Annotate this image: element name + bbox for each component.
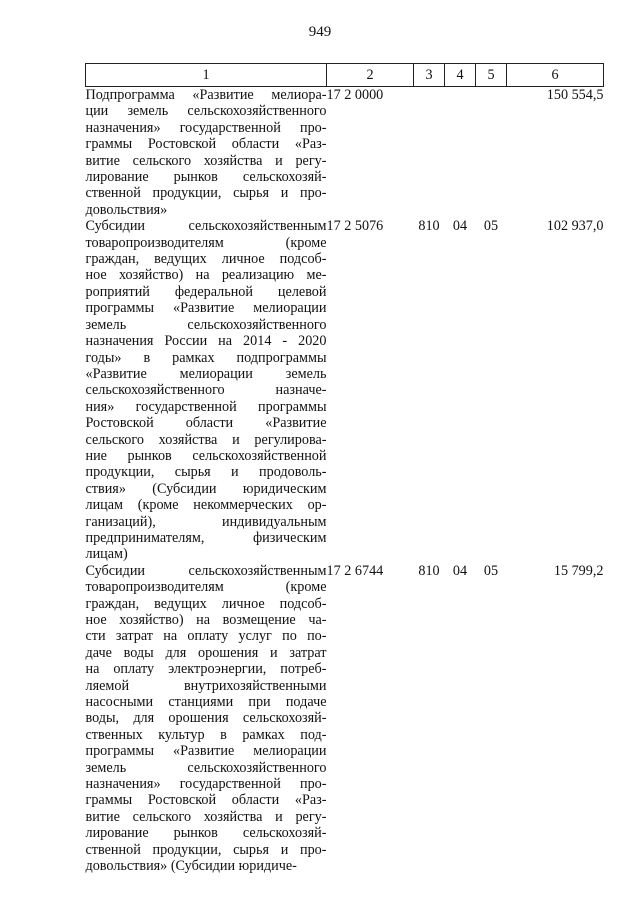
row-name-line: ное хозяйство) на реализацию ме- (85, 267, 327, 284)
row-name-line: ственной продукции, сырья и про- (85, 185, 327, 202)
header-col-sum: 6 (507, 64, 604, 87)
row-name-line: витие сельского хозяйства и регу- (85, 152, 327, 169)
table-row (86, 87, 604, 219)
row-name-line: довольствия» (85, 201, 168, 218)
row-name-line: земель сельскохозяйственного (85, 316, 327, 333)
header-col-vr: 3 (414, 64, 445, 87)
row-expense-type (414, 87, 445, 219)
row-name-line: программы «Развитие мелиорации (85, 300, 327, 317)
row-amount: 150 554,5 (546, 87, 604, 103)
row-name-line: Субсидии сельскохозяйственным (85, 562, 327, 579)
row-name-line: лицам (кроме некоммерческих ор- (85, 497, 327, 514)
row-name-line: довольствия» (Субсидии юридиче- (85, 858, 297, 875)
row-name-line: воды, для орошения сельскохозяй- (85, 710, 327, 727)
row-name-line: сельскохозяйственного назначе- (85, 382, 327, 399)
row-name-line: товаропроизводителям (кроме (85, 234, 327, 251)
row-name-line: ственных культур в рамках под- (85, 726, 327, 743)
row-expense-type: 810 (418, 218, 440, 235)
row-name-line: граждан, ведущих личное подсоб- (85, 595, 327, 612)
row-name-line: назначения России на 2014 - 2020 (85, 333, 327, 350)
row-name-line: назначения» государственной про- (85, 119, 327, 136)
row-name-line: граммы Ростовской области «Раз- (85, 792, 327, 809)
row-amount: 15 799,2 (553, 562, 604, 579)
row-name-line: роприятий федеральной целевой (85, 283, 327, 300)
row-target-article: 17 2 5076 (326, 218, 384, 235)
row-expense-type: 810 (418, 562, 440, 579)
row-name-line: сельского хозяйства и регулирова- (85, 431, 327, 448)
row-name-line: ния» государственной программы (85, 398, 327, 415)
header-col-pr: 5 (476, 64, 507, 87)
row-name-line: насосными станциями при подаче (85, 694, 327, 711)
row-name-line: назначения» государственной про- (85, 776, 327, 793)
row-name-line: годы» в рамках подпрограммы (85, 349, 327, 366)
row-name-line: ние рынков сельскохозяйственной (85, 447, 327, 464)
row-name-line: программы «Развитие мелиорации (85, 743, 327, 760)
row-name-line: предпринимателям, физическим (85, 529, 327, 546)
page-number: 949 (308, 24, 332, 40)
row-section (445, 87, 476, 219)
header-col-csr: 2 (327, 64, 414, 87)
row-amount: 102 937,0 (546, 218, 604, 235)
row-subsection: 05 (483, 218, 499, 235)
row-subsection (476, 87, 507, 219)
row-name-line: граммы Ростовской области «Раз- (85, 136, 327, 153)
row-name-line: лирование рынков сельскохозяй- (85, 169, 327, 186)
row-target-article: 17 2 0000 (326, 87, 384, 103)
row-name (86, 218, 327, 563)
row-name-line: ганизаций), индивидуальным (85, 513, 327, 530)
row-name-line: ции земель сельскохозяйственного (85, 103, 327, 120)
header-col-name: 1 (86, 64, 327, 87)
row-subsection: 05 (483, 562, 499, 579)
table-row (86, 563, 604, 875)
budget-table (85, 63, 604, 875)
row-name-line: «Развитие мелиорации земель (85, 365, 327, 382)
row-name-line: даче воды для орошения и затрат (85, 644, 327, 661)
row-name-line: ное хозяйство) на возмещение ча- (85, 612, 327, 628)
row-name-line: граждан, ведущих личное подсоб- (85, 251, 327, 268)
header-col-rz: 4 (445, 64, 476, 87)
row-name-line: ствия» (Субсидии юридическим (85, 480, 327, 497)
table-row (86, 218, 604, 563)
row-name-line: Подпрограмма «Развитие мелиора- (85, 87, 327, 103)
row-name (86, 87, 327, 219)
row-name-line: земель сельскохозяйственного (85, 759, 327, 776)
row-name-line: Субсидии сельскохозяйственным (85, 218, 327, 235)
row-name-line: Ростовской области «Развитие (85, 415, 327, 432)
row-name-line: товаропроизводителям (кроме (85, 579, 327, 596)
row-name-line: продукции, сырья и продоволь- (85, 464, 327, 481)
row-name-line: сти затрат на оплату услуг по по- (85, 628, 327, 645)
row-name (86, 563, 327, 875)
row-section: 04 (452, 562, 468, 579)
header-row (86, 64, 604, 87)
row-target-article: 17 2 6744 (326, 562, 384, 579)
row-name-line: ляемой внутрихозяйственными (85, 677, 327, 694)
row-name-line: на оплату электроэнергии, потреб- (85, 661, 327, 678)
row-name-line: витие сельского хозяйства и регу- (85, 808, 327, 825)
row-name-line: ственной продукции, сырья и про- (85, 841, 327, 858)
row-name-line: лирование рынков сельскохозяй- (85, 825, 327, 842)
row-section: 04 (452, 218, 468, 235)
row-name-line: лицам) (85, 546, 128, 563)
